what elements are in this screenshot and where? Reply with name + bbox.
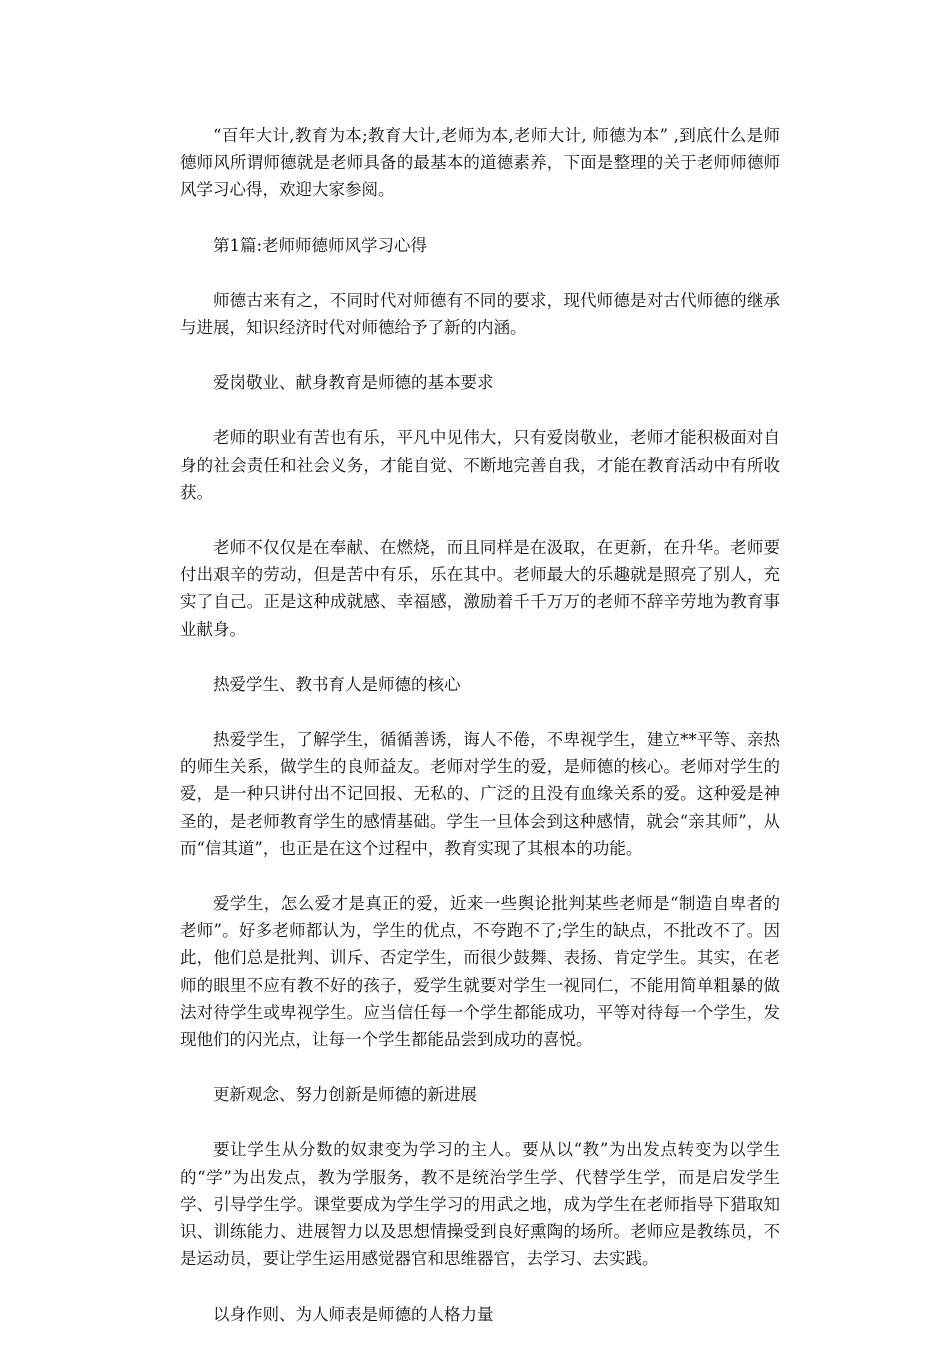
section-heading-1: 爱岗敬业、献身教育是师德的基本要求 xyxy=(213,373,494,393)
paragraph-2: 老师的职业有苦也有乐，平凡中见伟大，只有爱岗敬业，老师才能积极面对自身的社会责任和社会义务，才能自觉、不断地完善自我，才能在教育活动中有所收获。 xyxy=(180,428,780,502)
chapter-title: 第1篇:老师师德师风学习心得 xyxy=(213,235,428,255)
paragraph-4: 热爱学生，了解学生，循循善诱，诲人不倦，不卑视学生，建立**平等、亲热的师生关系，做学生的良师益友。老师对学生的爱，是师德的核心。老师对学生的爱，是一种只讲付出不记回报、无私的、广泛的且没有血缘关系的爱。这种爱是神圣的，是老师教育学生的感情基础。学生一旦体会到这种感情，就会“亲其师”，从而“信其道”，也正是在这个过程中，教育实现了其根本的功能。 xyxy=(180,730,780,858)
intro-paragraph: “百年大计,教育为本;教育大计,老师为本,老师大计, 师德为本” ,到底什么是师德师风所谓师德就是老师具备的最基本的道德素养，下面是整理的关于老师师德师风学习心得，欢迎大家参阅。 xyxy=(180,126,780,200)
section-heading-2: 热爱学生、教书育人是师德的核心 xyxy=(213,674,461,694)
section-heading-4: 以身作则、为人师表是师德的人格力量 xyxy=(213,1304,494,1324)
section-heading-3: 更新观念、努力创新是师德的新进展 xyxy=(213,1085,477,1105)
paragraph-3: 老师不仅仅是在奉献、在燃烧，而且同样是在汲取，在更新，在升华。老师要付出艰辛的劳动，但是苦中有乐，乐在其中。老师最大的乐趣就是照亮了别人，充实了自己。正是这种成就感、幸福感，激励着千千万万的老师不辞辛劳地为教育事业献身。 xyxy=(180,538,780,639)
paragraph-1: 师德古来有之，不同时代对师德有不同的要求，现代师德是对古代师德的继承与进展，知识经济时代对师德给予了新的内涵。 xyxy=(180,290,780,338)
paragraph-5: 爱学生，怎么爱才是真正的爱，近来一些舆论批判某些老师是“制造自卑者的老师”。好多老师都认为，学生的优点，不夸跑不了;学生的缺点，不批改不了。因此，他们总是批判、训斥、否定学生，而很少鼓舞、表扬、肯定学生。其实，在老师的眼里不应有教不好的孩子，爱学生就要对学生一视同仁，不能用简单粗暴的做法对待学生或卑视学生。应当信任每一个学生都能成功，平等对待每一个学生，发现他们的闪光点，让每一个学生都能品尝到成功的喜悦。 xyxy=(180,894,780,1050)
paragraph-6: 要让学生从分数的奴隶变为学习的主人。要从以“教”为出发点转变为以学生的“学”为出发点，教为学服务，教不是统治学生学、代替学生学，而是启发学生学、引导学生学。课堂要成为学生学习的用武之地，成为学生在老师指导下猎取知识、训练能力、进展智力以及思想情操受到良好熏陶的场所。老师应是教练员，不是运动员，要让学生运用感觉器官和思维器官，去学习、去实践。 xyxy=(180,1140,780,1269)
document-body xyxy=(180,122,780,1356)
